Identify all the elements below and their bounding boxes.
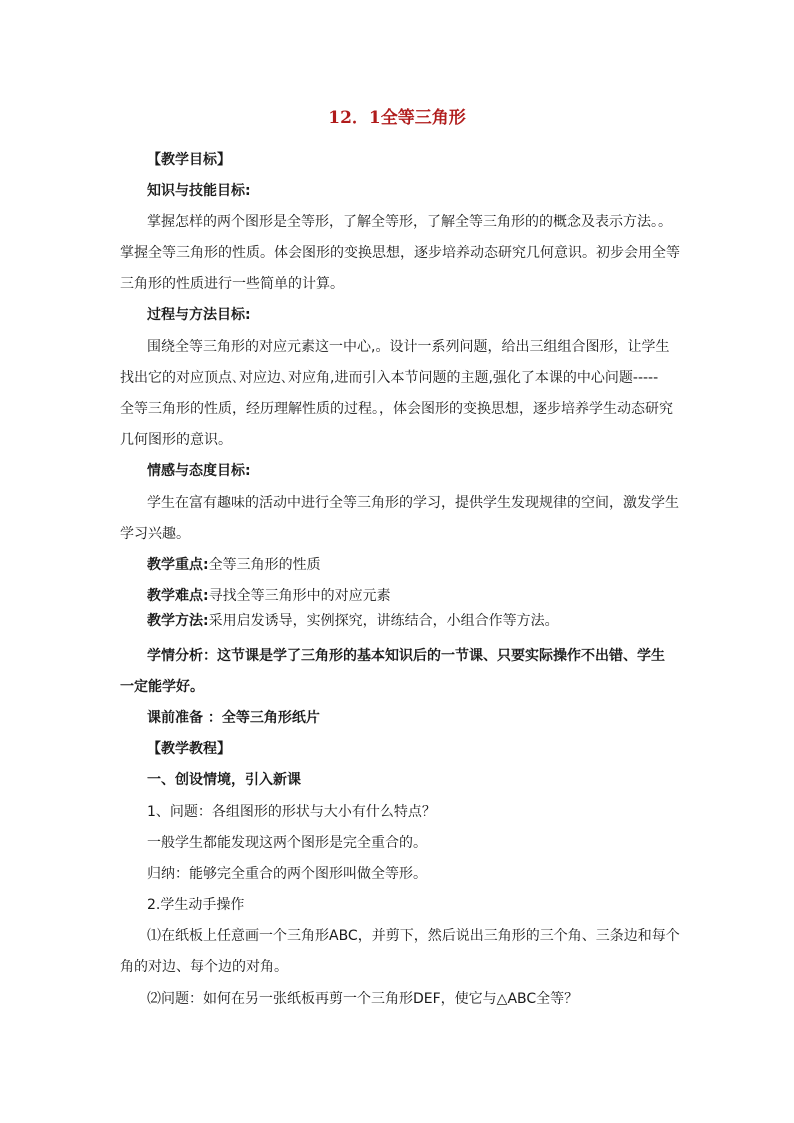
section-heading-objectives: 【教学目标】 [147,152,231,168]
paragraph-line: 学习兴趣。 [120,526,190,542]
preparation-line: 课前准备 ：全等三角形纸片 [147,710,320,726]
difficulty-line [147,586,391,606]
paragraph-line: 全等三角形的性质，经历理解性质的过程。，体会图形的变换思想，逐步培养学生动态研究 [120,401,673,417]
paragraph-line: 三角形的性质进行一些简单的计算。 [120,276,344,292]
paragraph-line: 围绕全等三角形的对应元素这一中心,。设计一系列问题，给出三组组合图形，让学生 [147,339,670,355]
subheading-knowledge-skills: 知识与技能目标: [147,183,251,199]
paragraph-line: 找出它的对应顶点､对应边､对应角,进而引入本节问题的主题,强化了本课的中心问题----- [120,370,659,386]
paragraph-line: 掌握怎样的两个图形是全等形，了解全等形，了解全等三角形的的概念及表示方法。。 [147,214,672,230]
key-point-line [147,555,321,575]
difficulty-label: 教学难点: [147,588,209,604]
paragraph-line: 角的对边、每个边的对角。 [120,959,288,975]
subheading-intro: 一、创设情境，引入新课 [147,772,301,788]
subheading-emotion-attitude: 情感与态度目标: [147,463,251,479]
key-point-text: 全等三角形的性质 [208,557,321,573]
paragraph-line: 一般学生都能发现这两个图形是完全重合的。 [147,835,427,851]
paragraph-line: ⑴在纸板上任意画一个三角形ABC，并剪下，然后说出三角形的三个角、三条边和每个 [147,928,680,944]
paragraph-line: 1、问题：各组图形的形状与大小有什么特点？ [147,804,436,820]
page-title: 12．1全等三角形 [328,108,466,128]
paragraph-line: 掌握全等三角形的性质。体会图形的变换思想，逐步培养动态研究几何意识。初步会用全等 [120,245,680,261]
section-heading-procedure: 【教学教程】 [147,741,231,757]
analysis-line: 一定能学好。 [120,679,204,695]
paragraph-line: 几何图形的意识。 [120,432,232,448]
difficulty-text: 寻找全等三角形中的对应元素 [208,588,391,604]
subheading-process-method: 过程与方法目标: [147,307,251,323]
method-label: 教学方法: [147,613,209,629]
analysis-line: 学情分析：这节课是学了三角形的基本知识后的一节课、只要实际操作不出错、学生 [147,648,665,664]
paragraph-line: 归纳：能够完全重合的两个图形叫做全等形。 [147,866,427,882]
paragraph-line: ⑵问题：如何在另一张纸板再剪一个三角形DEF，使它与△ABC全等？ [147,991,579,1007]
key-point-label: 教学重点: [147,557,209,573]
method-text: 采用启发诱导，实例探究，讲练结合，小组合作等方法。 [208,613,559,629]
method-line [147,611,559,631]
paragraph-line: 2.学生动手操作 [147,897,245,913]
paragraph-line: 学生在富有趣味的活动中进行全等三角形的学习，提供学生发现规律的空间，激发学生 [147,495,679,511]
